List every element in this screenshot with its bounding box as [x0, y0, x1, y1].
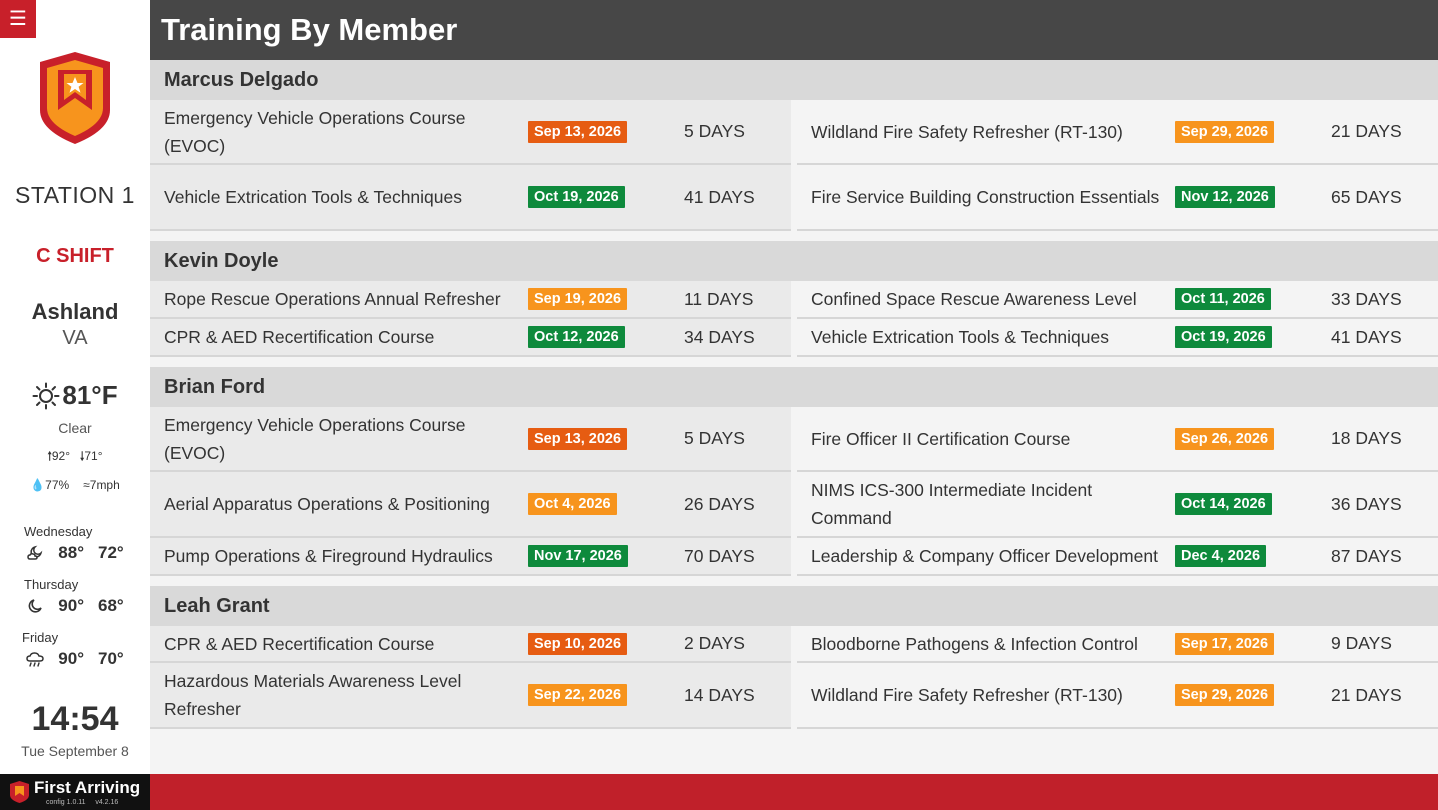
member-name: Kevin Doyle [150, 241, 1438, 281]
high-temp: 92° [51, 449, 70, 463]
member-name: Brian Ford [150, 367, 1438, 407]
forecast-high: 90° [58, 596, 84, 615]
training-item [150, 319, 791, 357]
course-name: NIMS ICS-300 Intermediate Incident Command [811, 480, 1093, 528]
sidebar [0, 0, 150, 774]
course-name: Pump Operations & Fireground Hydraulics [164, 546, 493, 566]
due-date-badge: Oct 14, 2026 [1175, 493, 1272, 515]
days-remaining: 70 DAYS [684, 545, 755, 566]
training-item [150, 281, 791, 319]
forecast-low: 72° [98, 543, 124, 562]
moon-icon [26, 597, 44, 615]
arrow-up-icon: 🠑 [47, 449, 52, 463]
days-remaining: 26 DAYS [684, 493, 755, 514]
days-remaining: 41 DAYS [1331, 326, 1402, 347]
state-name: VA [62, 327, 88, 349]
partly-cloudy-night-icon [26, 544, 44, 562]
due-date-badge: Oct 12, 2026 [528, 326, 625, 348]
weather-condition: Clear [58, 420, 92, 436]
training-grid [150, 407, 1438, 576]
training-item [797, 663, 1438, 729]
due-date-badge: Sep 13, 2026 [528, 428, 627, 450]
training-item [150, 407, 791, 472]
course-name: Leadership & Company Officer Development [811, 546, 1158, 566]
member-name: Leah Grant [150, 586, 1438, 626]
humidity: 77% [45, 478, 70, 492]
current-temperature: 81°F [62, 380, 118, 410]
forecast-high: 88° [58, 543, 84, 562]
sun-icon [32, 382, 60, 410]
training-item [150, 663, 791, 729]
course-name: Bloodborne Pathogens & Infection Control [811, 633, 1138, 654]
days-remaining: 9 DAYS [1331, 633, 1392, 653]
forecast-day [0, 630, 150, 669]
course-name: Confined Space Rescue Awareness Level [811, 289, 1137, 309]
due-date-badge: Oct 19, 2026 [1175, 326, 1272, 348]
droplet-icon: 💧 [30, 478, 46, 492]
training-item [797, 281, 1438, 319]
due-date-badge: Nov 12, 2026 [1175, 186, 1275, 208]
wind-speed: 7mph [89, 478, 120, 492]
due-date-badge: Oct 19, 2026 [528, 186, 625, 208]
days-remaining: 21 DAYS [1331, 121, 1402, 141]
days-remaining: 36 DAYS [1331, 493, 1402, 514]
course-name: Rope Rescue Operations Annual Refresher [164, 289, 501, 309]
humidity-group [30, 478, 69, 492]
due-date-badge: Sep 10, 2026 [528, 633, 627, 655]
forecast-day-name: Friday [22, 630, 59, 645]
member-section [150, 241, 1438, 357]
days-remaining: 65 DAYS [1331, 186, 1402, 207]
days-remaining: 14 DAYS [684, 684, 755, 705]
footer-brand [0, 774, 150, 810]
training-item [150, 165, 791, 231]
wind-group [83, 478, 120, 492]
app-version: v4.2.16 [95, 799, 119, 806]
hamburger-menu-button[interactable] [0, 0, 36, 38]
member-section [150, 586, 1438, 729]
member-section [150, 367, 1438, 576]
due-date-badge: Sep 26, 2026 [1175, 428, 1274, 450]
days-remaining: 2 DAYS [684, 633, 745, 653]
page-title: Training By Member [161, 12, 458, 47]
days-remaining: 21 DAYS [1331, 684, 1402, 705]
high-temp-group [47, 447, 70, 468]
humidity-wind [0, 478, 150, 492]
arrow-down-icon: 🠓 [80, 449, 85, 463]
config-version: config 1.0.11 [46, 799, 86, 806]
version-info [46, 799, 118, 806]
forecast-low: 70° [98, 649, 124, 668]
training-item [150, 472, 791, 538]
due-date-badge: Oct 11, 2026 [1175, 288, 1271, 310]
course-name: Fire Service Building Construction Essentials [811, 187, 1160, 207]
days-remaining: 33 DAYS [1331, 288, 1402, 309]
course-name: CPR & AED Recertification Course [164, 327, 435, 347]
course-name: Emergency Vehicle Operations Course (EVOC) [164, 107, 466, 156]
low-temp: 71° [84, 449, 103, 463]
due-date-badge: Oct 4, 2026 [528, 493, 617, 515]
training-grid [150, 100, 1438, 231]
high-low [0, 447, 150, 468]
forecast-low: 68° [98, 596, 124, 615]
days-remaining: 18 DAYS [1331, 428, 1402, 448]
station-badge-logo [36, 50, 114, 146]
training-item [150, 100, 791, 165]
due-date-badge: Sep 29, 2026 [1175, 684, 1274, 706]
training-item [797, 165, 1438, 231]
first-arriving-logo-icon [9, 780, 30, 804]
training-grid [150, 626, 1438, 729]
days-remaining: 5 DAYS [684, 428, 745, 448]
days-remaining: 34 DAYS [684, 326, 755, 347]
forecast-day [0, 577, 150, 616]
member-name: Marcus Delgado [150, 60, 1438, 100]
course-name: Vehicle Extrication Tools & Techniques [811, 327, 1110, 347]
days-remaining: 87 DAYS [1331, 545, 1402, 566]
course-name: Fire Officer II Certification Course [811, 428, 1071, 449]
low-temp-group [80, 447, 103, 468]
due-date-badge: Sep 22, 2026 [528, 684, 627, 706]
training-item [797, 319, 1438, 357]
training-item [150, 626, 791, 663]
training-item [797, 626, 1438, 663]
due-date-badge: Nov 17, 2026 [528, 545, 628, 567]
course-name: Vehicle Extrication Tools & Techniques [164, 187, 463, 207]
due-date-badge: Sep 29, 2026 [1175, 121, 1274, 143]
days-remaining: 41 DAYS [684, 186, 755, 207]
forecast-day-name: Wednesday [24, 524, 93, 539]
course-name: Wildland Fire Safety Refresher (RT-130) [811, 685, 1123, 705]
clock-time: 14:54 [31, 700, 119, 738]
rain-cloud-icon [26, 650, 44, 668]
due-date-badge: Sep 19, 2026 [528, 288, 627, 310]
forecast-day [0, 524, 150, 563]
city-name: Ashland [31, 299, 119, 324]
forecast-high: 90° [58, 649, 84, 668]
member-section [150, 60, 1438, 231]
training-item [797, 472, 1438, 538]
training-item [797, 538, 1438, 576]
brand-name: First Arriving [34, 778, 141, 797]
course-name: Emergency Vehicle Operations Course (EVOC) [164, 414, 466, 463]
days-remaining: 5 DAYS [684, 121, 745, 141]
forecast-day-name: Thursday [24, 577, 79, 592]
footer-bar [0, 774, 1438, 810]
training-item [797, 407, 1438, 472]
training-list [150, 60, 1438, 774]
due-date-badge: Sep 13, 2026 [528, 121, 627, 143]
days-remaining: 11 DAYS [684, 288, 754, 309]
menu-icon: ☰ [9, 8, 27, 30]
training-item [150, 538, 791, 576]
wind-icon: ≈ [83, 478, 90, 492]
station-name: STATION 1 [15, 182, 135, 208]
shift-label: C SHIFT [36, 245, 114, 267]
page-header [150, 0, 1438, 60]
due-date-badge: Sep 17, 2026 [1175, 633, 1274, 655]
current-weather [0, 380, 150, 411]
training-grid [150, 281, 1438, 357]
course-name: Hazardous Materials Awareness Level Refresher [164, 671, 462, 719]
course-name: Aerial Apparatus Operations & Positioning [164, 494, 490, 514]
training-item [797, 100, 1438, 165]
clock-date: Tue September 8 [21, 743, 129, 759]
course-name: Wildland Fire Safety Refresher (RT-130) [811, 121, 1123, 142]
course-name: CPR & AED Recertification Course [164, 633, 435, 654]
due-date-badge: Dec 4, 2026 [1175, 545, 1266, 567]
